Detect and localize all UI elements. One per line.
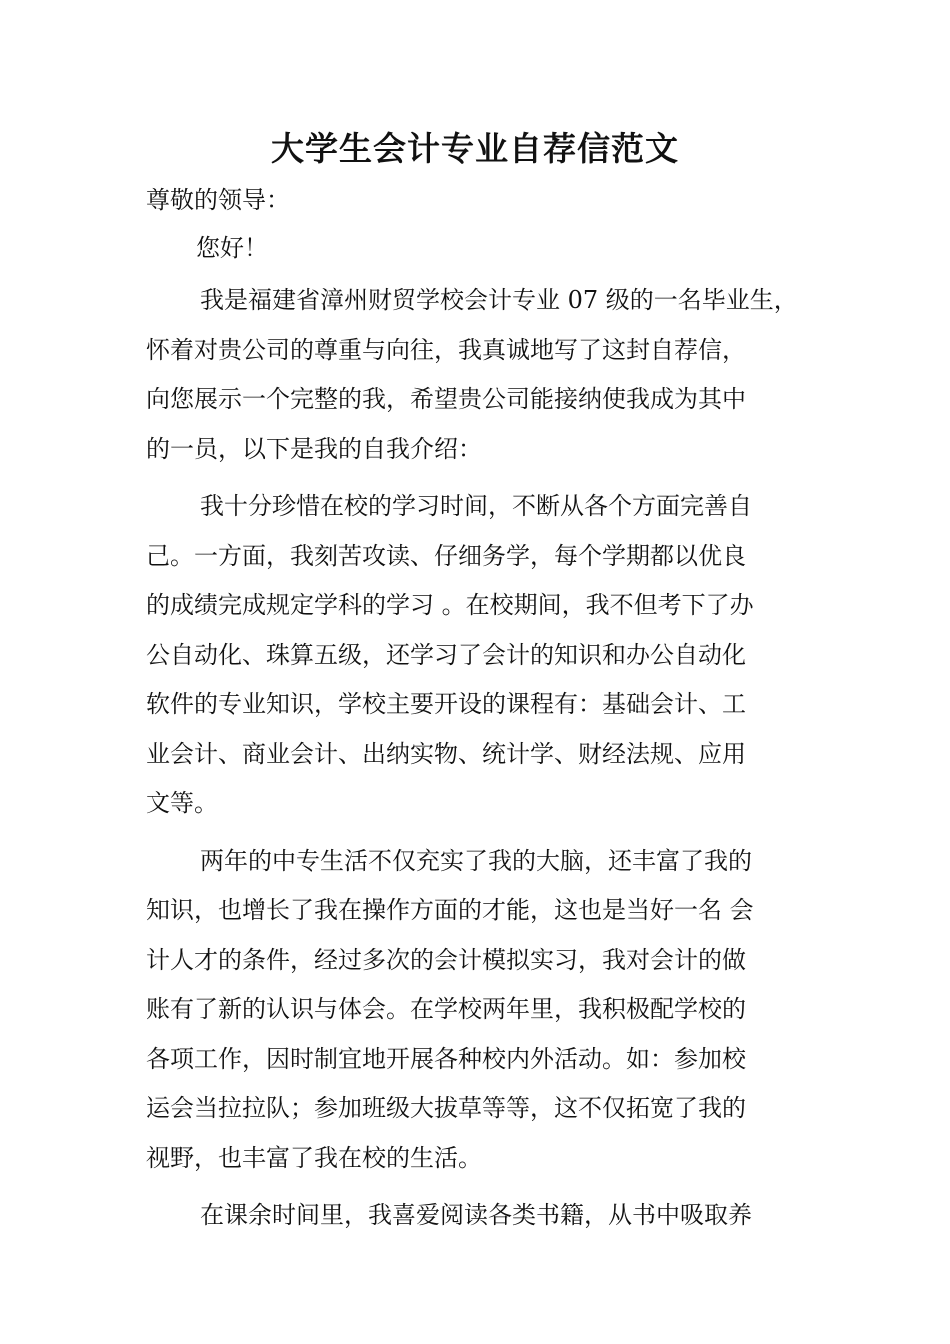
letter-body — [146, 276, 806, 1249]
text-line: 公自动化、珠算五级，还学习了会计的知识和办公自动化 — [146, 640, 746, 669]
text-line: 知识，也增长了我在操作方面的才能，这也是当好一名 会 — [146, 896, 754, 924]
text-line: 文等。 — [146, 789, 218, 817]
text-line: 向您展示一个完整的我，希望贵公司能接纳使我成为其中 — [146, 385, 746, 413]
greeting: 您好！ — [196, 234, 268, 262]
paragraph-study — [146, 482, 806, 829]
text-line: 我是福建省漳州财贸学校会计专业 07 级的一名毕业生， — [200, 286, 798, 314]
document-title: 大学生会计专业自荐信范文 — [271, 129, 679, 168]
text-line: 己。一方面，我刻苦攻读、仔细务学，每个学期都以优良 — [146, 541, 746, 570]
text-line: 在课余时间里，我喜爱阅读各类书籍，从书中吸取养 — [200, 1201, 752, 1229]
salutation: 尊敬的领导： — [146, 186, 290, 214]
text-line: 业会计、商业会计、出纳实物、统计学、财经法规、应用 — [146, 739, 746, 768]
paragraph-school-life — [146, 837, 806, 1184]
text-line: 账有了新的认识与体会。在学校两年里，我积极配学校的 — [146, 995, 746, 1023]
text-line: 两年的中专生活不仅充实了我的大脑，还丰富了我的 — [200, 846, 752, 875]
text-line: 各项工作，因时制宜地开展各种校内外活动。如：参加校 — [146, 1044, 746, 1073]
text-line: 我十分珍惜在校的学习时间，不断从各个方面完善自 — [200, 492, 752, 520]
text-line: 的一员，以下是我的自我介绍： — [146, 434, 482, 463]
text-line: 视野，也丰富了我在校的生活。 — [146, 1143, 482, 1172]
paragraph-intro — [146, 276, 806, 474]
paragraph-hobbies — [146, 1191, 806, 1241]
text-line: 怀着对贵公司的尊重与向往，我真诚地写了这封自荐信， — [146, 335, 746, 364]
text-line: 的成绩完成规定学科的学习 。在校期间，我不但考下了办 — [146, 591, 754, 619]
text-line: 软件的专业知识，学校主要开设的课程有：基础会计、工 — [146, 690, 746, 718]
text-line: 运会当拉拉队；参加班级大拔草等等，这不仅拓宽了我的 — [146, 1094, 746, 1122]
text-line: 计人才的条件，经过多次的会计模拟实习，我对会计的做 — [146, 945, 746, 974]
